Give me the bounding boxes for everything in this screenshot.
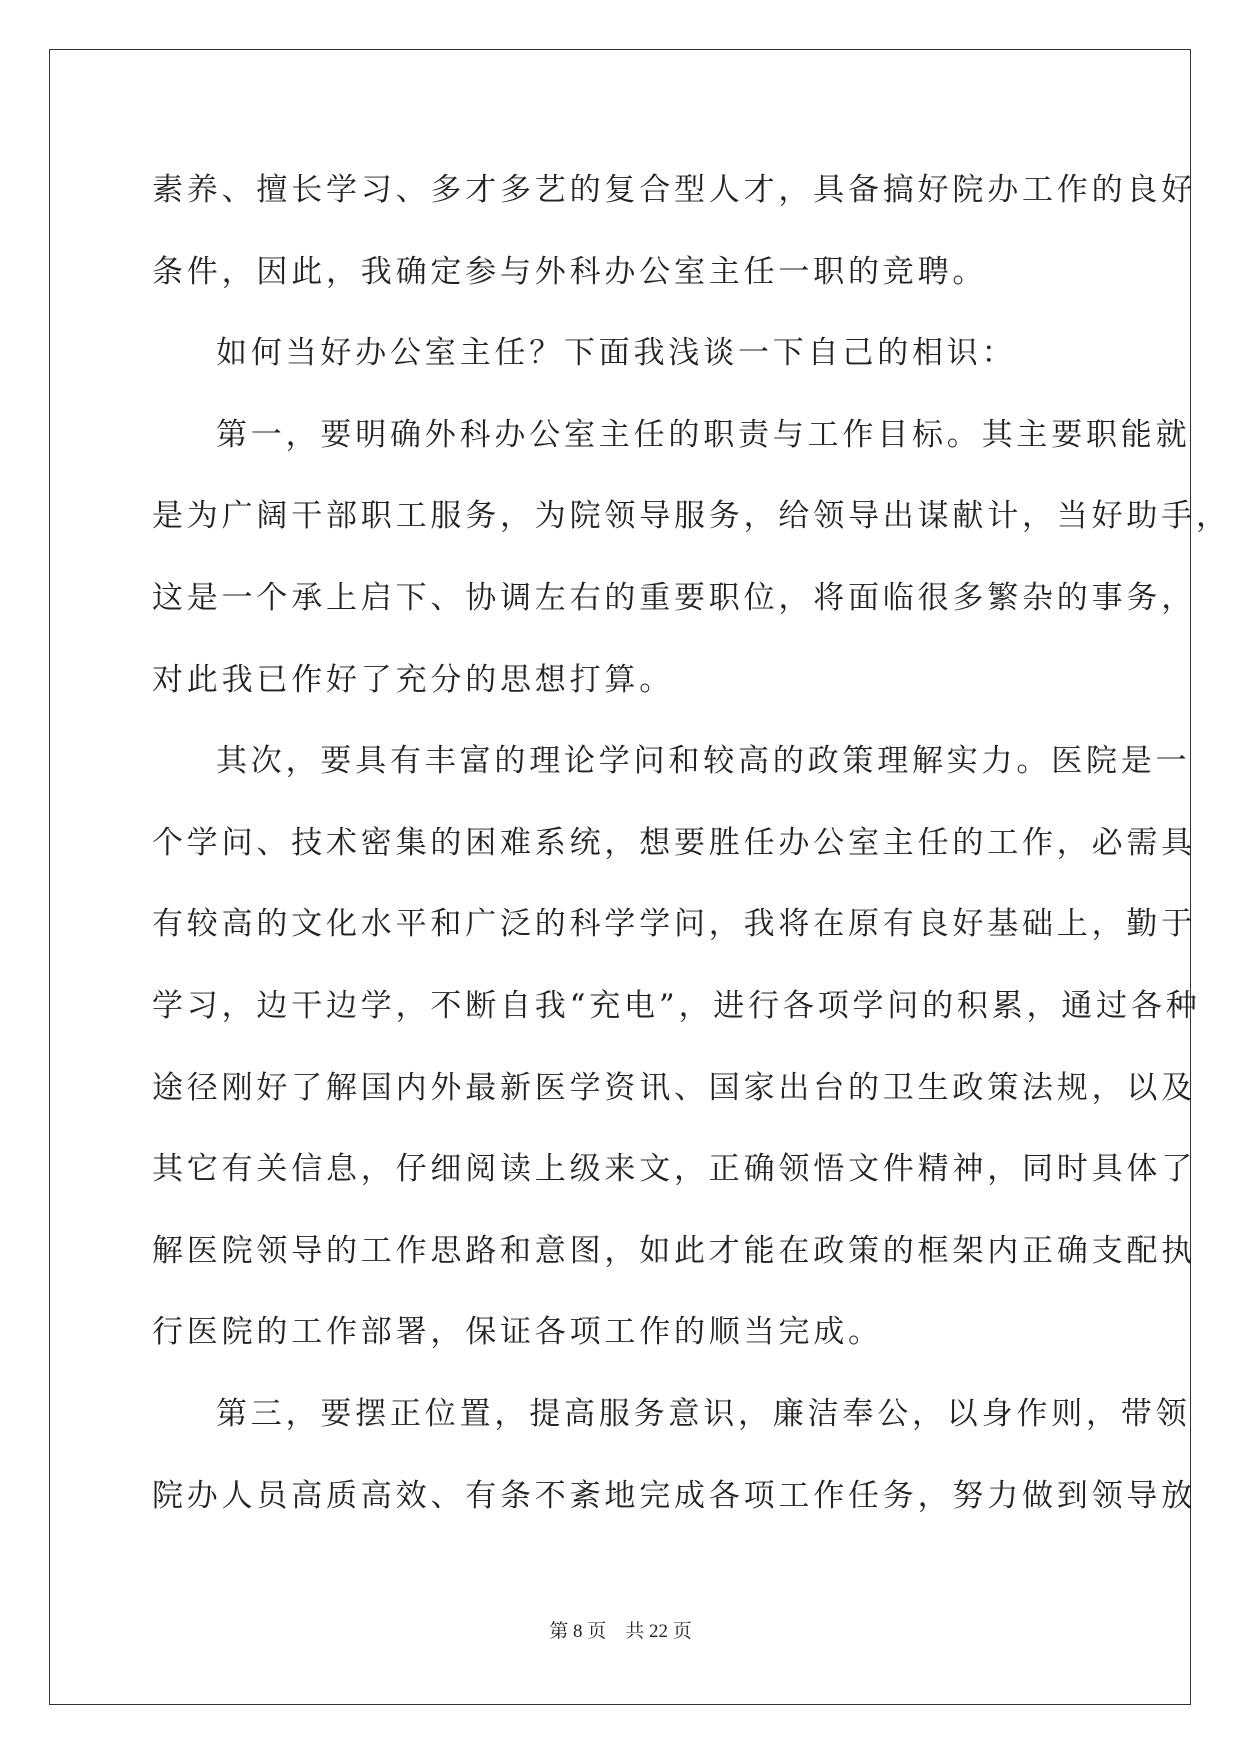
- text-line: 学习，边干边学，不断自我“充电”，进行各项学问的积累，通过各种: [152, 987, 1201, 1024]
- text-line: 第一，要明确外科办公室主任的职责与工作目标。其主要职能就: [216, 416, 1191, 453]
- text-line: 是为广阔干部职工服务，为院领导服务，给领导出谋献计，当好助手，: [152, 498, 1231, 535]
- text-line: 有较高的文化水平和广泛的科学学问，我将在原有良好基础上，勤于: [152, 906, 1196, 943]
- document-body: [152, 160, 1231, 1547]
- text-line: 其它有关信息，仔细阅读上级来文，正确领悟文件精神，同时具体了: [152, 1151, 1196, 1188]
- text-line: 解医院领导的工作思路和意图，如此才能在政策的框架内正确支配执: [152, 1232, 1196, 1269]
- page-footer: 第 8 页 共 22 页: [549, 1621, 692, 1642]
- text-line: 这是一个承上启下、协调左右的重要职位，将面临很多繁杂的事务，: [152, 579, 1196, 616]
- text-line: 条件，因此，我确定参与外科办公室主任一职的竞聘。: [152, 253, 988, 290]
- text-line: 素养、擅长学习、多才多艺的复合型人才，具备搞好院办工作的良好: [152, 172, 1196, 208]
- text-line: 院办人员高质高效、有条不紊地完成各项工作任务，努力做到领导放: [152, 1477, 1196, 1514]
- text-line: 行医院的工作部署，保证各项工作的顺当完成。: [152, 1314, 883, 1351]
- text-line: 个学问、技术密集的困难系统，想要胜任办公室主任的工作，必需具: [152, 824, 1196, 861]
- text-line: 如何当好办公室主任？下面我浅谈一下自己的相识：: [216, 335, 1017, 372]
- text-line: 第三，要摆正位置，提高服务意识，廉洁奉公，以身作则，带领: [216, 1395, 1191, 1432]
- text-line: 其次，要具有丰富的理论学问和较高的政策理解实力。医院是一: [216, 743, 1191, 780]
- text-line: 途径刚好了解国内外最新医学资讯、国家出台的卫生政策法规，以及: [152, 1069, 1196, 1106]
- text-line: 对此我已作好了充分的思想打算。: [152, 661, 674, 698]
